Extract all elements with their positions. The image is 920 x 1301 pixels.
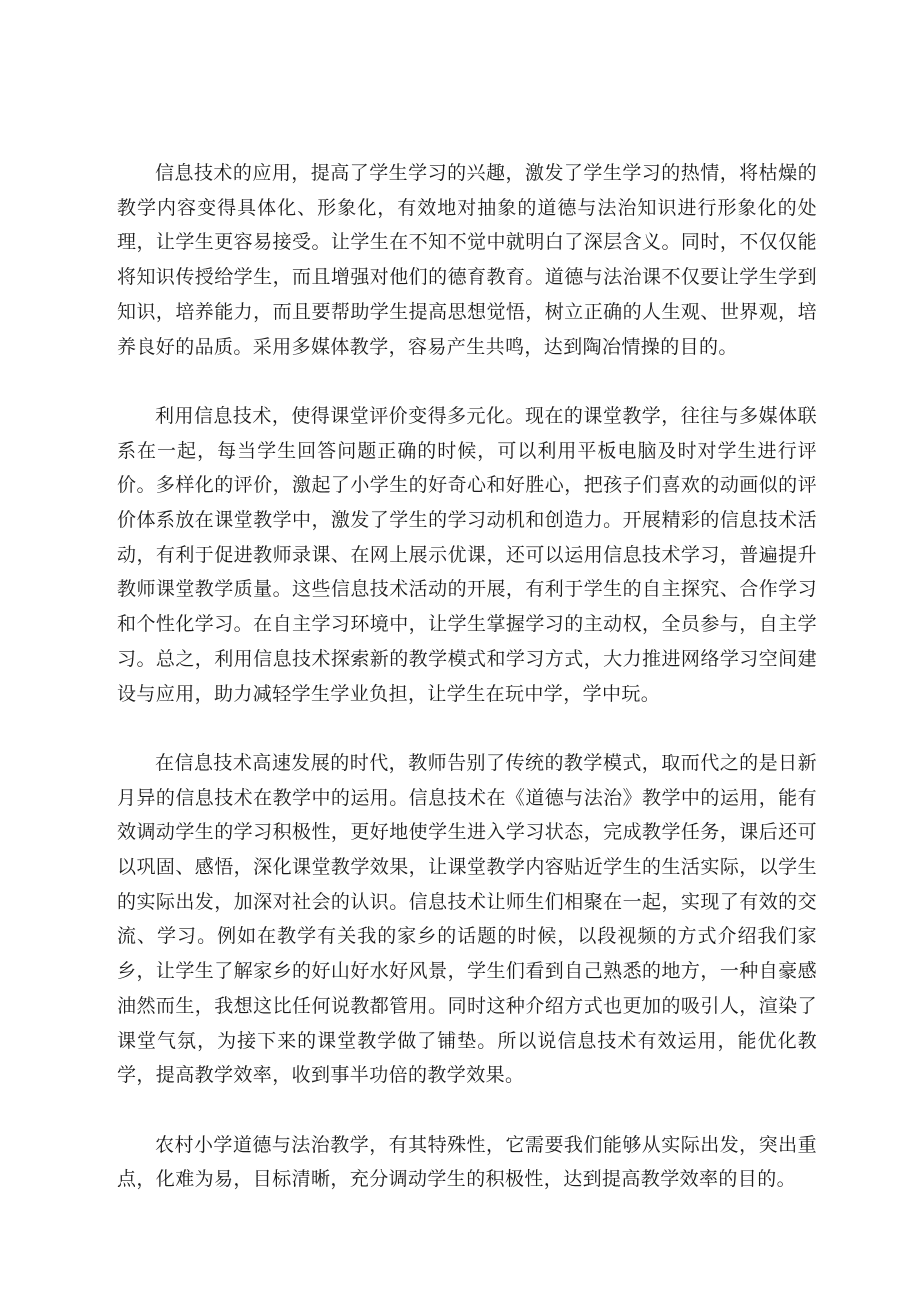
document-body <box>117 156 817 1197</box>
paragraph-3: 在信息技术高速发展的时代，教师告别了传统的教学模式，取而代之的是日新月异的信息技术在教学中的运用。信息技术在《道德与法治》教学中的运用，能有效调动学生的学习积极性，更好地使学生进入学习状态，完成教学任务，课后还可以巩固、感悟，深化课堂教学效果，让课堂教学内容贴近学生的生活实际，以学生的实际出发，加深对社会的认识。信息技术让师生们相聚在一起，实现了有效的交流、学习。例如在教学有关我的家乡的话题的时候，以段视频的方式介绍我们家乡，让学生了解家乡的好山好水好风景，学生们看到自己熟悉的地方，一种自豪感油然而生，我想这比任何说教都管用。同时这种介绍方式也更加的吸引人，渲染了课堂气氛，为接下来的课堂教学做了铺垫。所以说信息技术有效运用，能优化教学，提高教学效率，收到事半功倍的教学效果。 <box>117 751 817 1087</box>
paragraph-2: 利用信息技术，使得课堂评价变得多元化。现在的课堂教学，往往与多媒体联系在一起，每当学生回答问题正确的时候，可以利用平板电脑及时对学生进行评价。多样化的评价，激起了小学生的好奇心和好胜心，把孩子们喜欢的动画似的评价体系放在课堂教学中，激发了学生的学习动机和创造力。开展精彩的信息技术活动，有利于促进教师录课、在网上展示优课，还可以运用信息技术学习，普遍提升教师课堂教学质量。这些信息技术活动的开展，有利于学生的自主探究、合作学习和个性化学习。在自主学习环境中，让学生掌握学习的主动权，全员参与，自主学习。总之，利用信息技术探索新的教学模式和学习方式，大力推进网络学习空间建设与应用，助力减轻学生学业负担，让学生在玩中学，学中玩。 <box>117 404 817 705</box>
paragraph-1: 信息技术的应用，提高了学生学习的兴趣，激发了学生学习的热情，将枯燥的教学内容变得具体化、形象化，有效地对抽象的道德与法治知识进行形象化的处理，让学生更容易接受。让学生在不知不觉中就明白了深层含义。同时，不仅仅能将知识传授给学生，而且增强对他们的德育教育。道德与法治课不仅要让学生学到知识，培养能力，而且要帮助学生提高思想觉悟，树立正确的人生观、世界观，培养良好的品质。采用多媒体教学，容易产生共鸣，达到陶冶情操的目的。 <box>117 162 817 358</box>
paragraph-4: 农村小学道德与法治教学，有其特殊性，它需要我们能够从实际出发，突出重点，化难为易，目标清晰，充分调动学生的积极性，达到提高教学效率的目的。 <box>117 1133 817 1191</box>
